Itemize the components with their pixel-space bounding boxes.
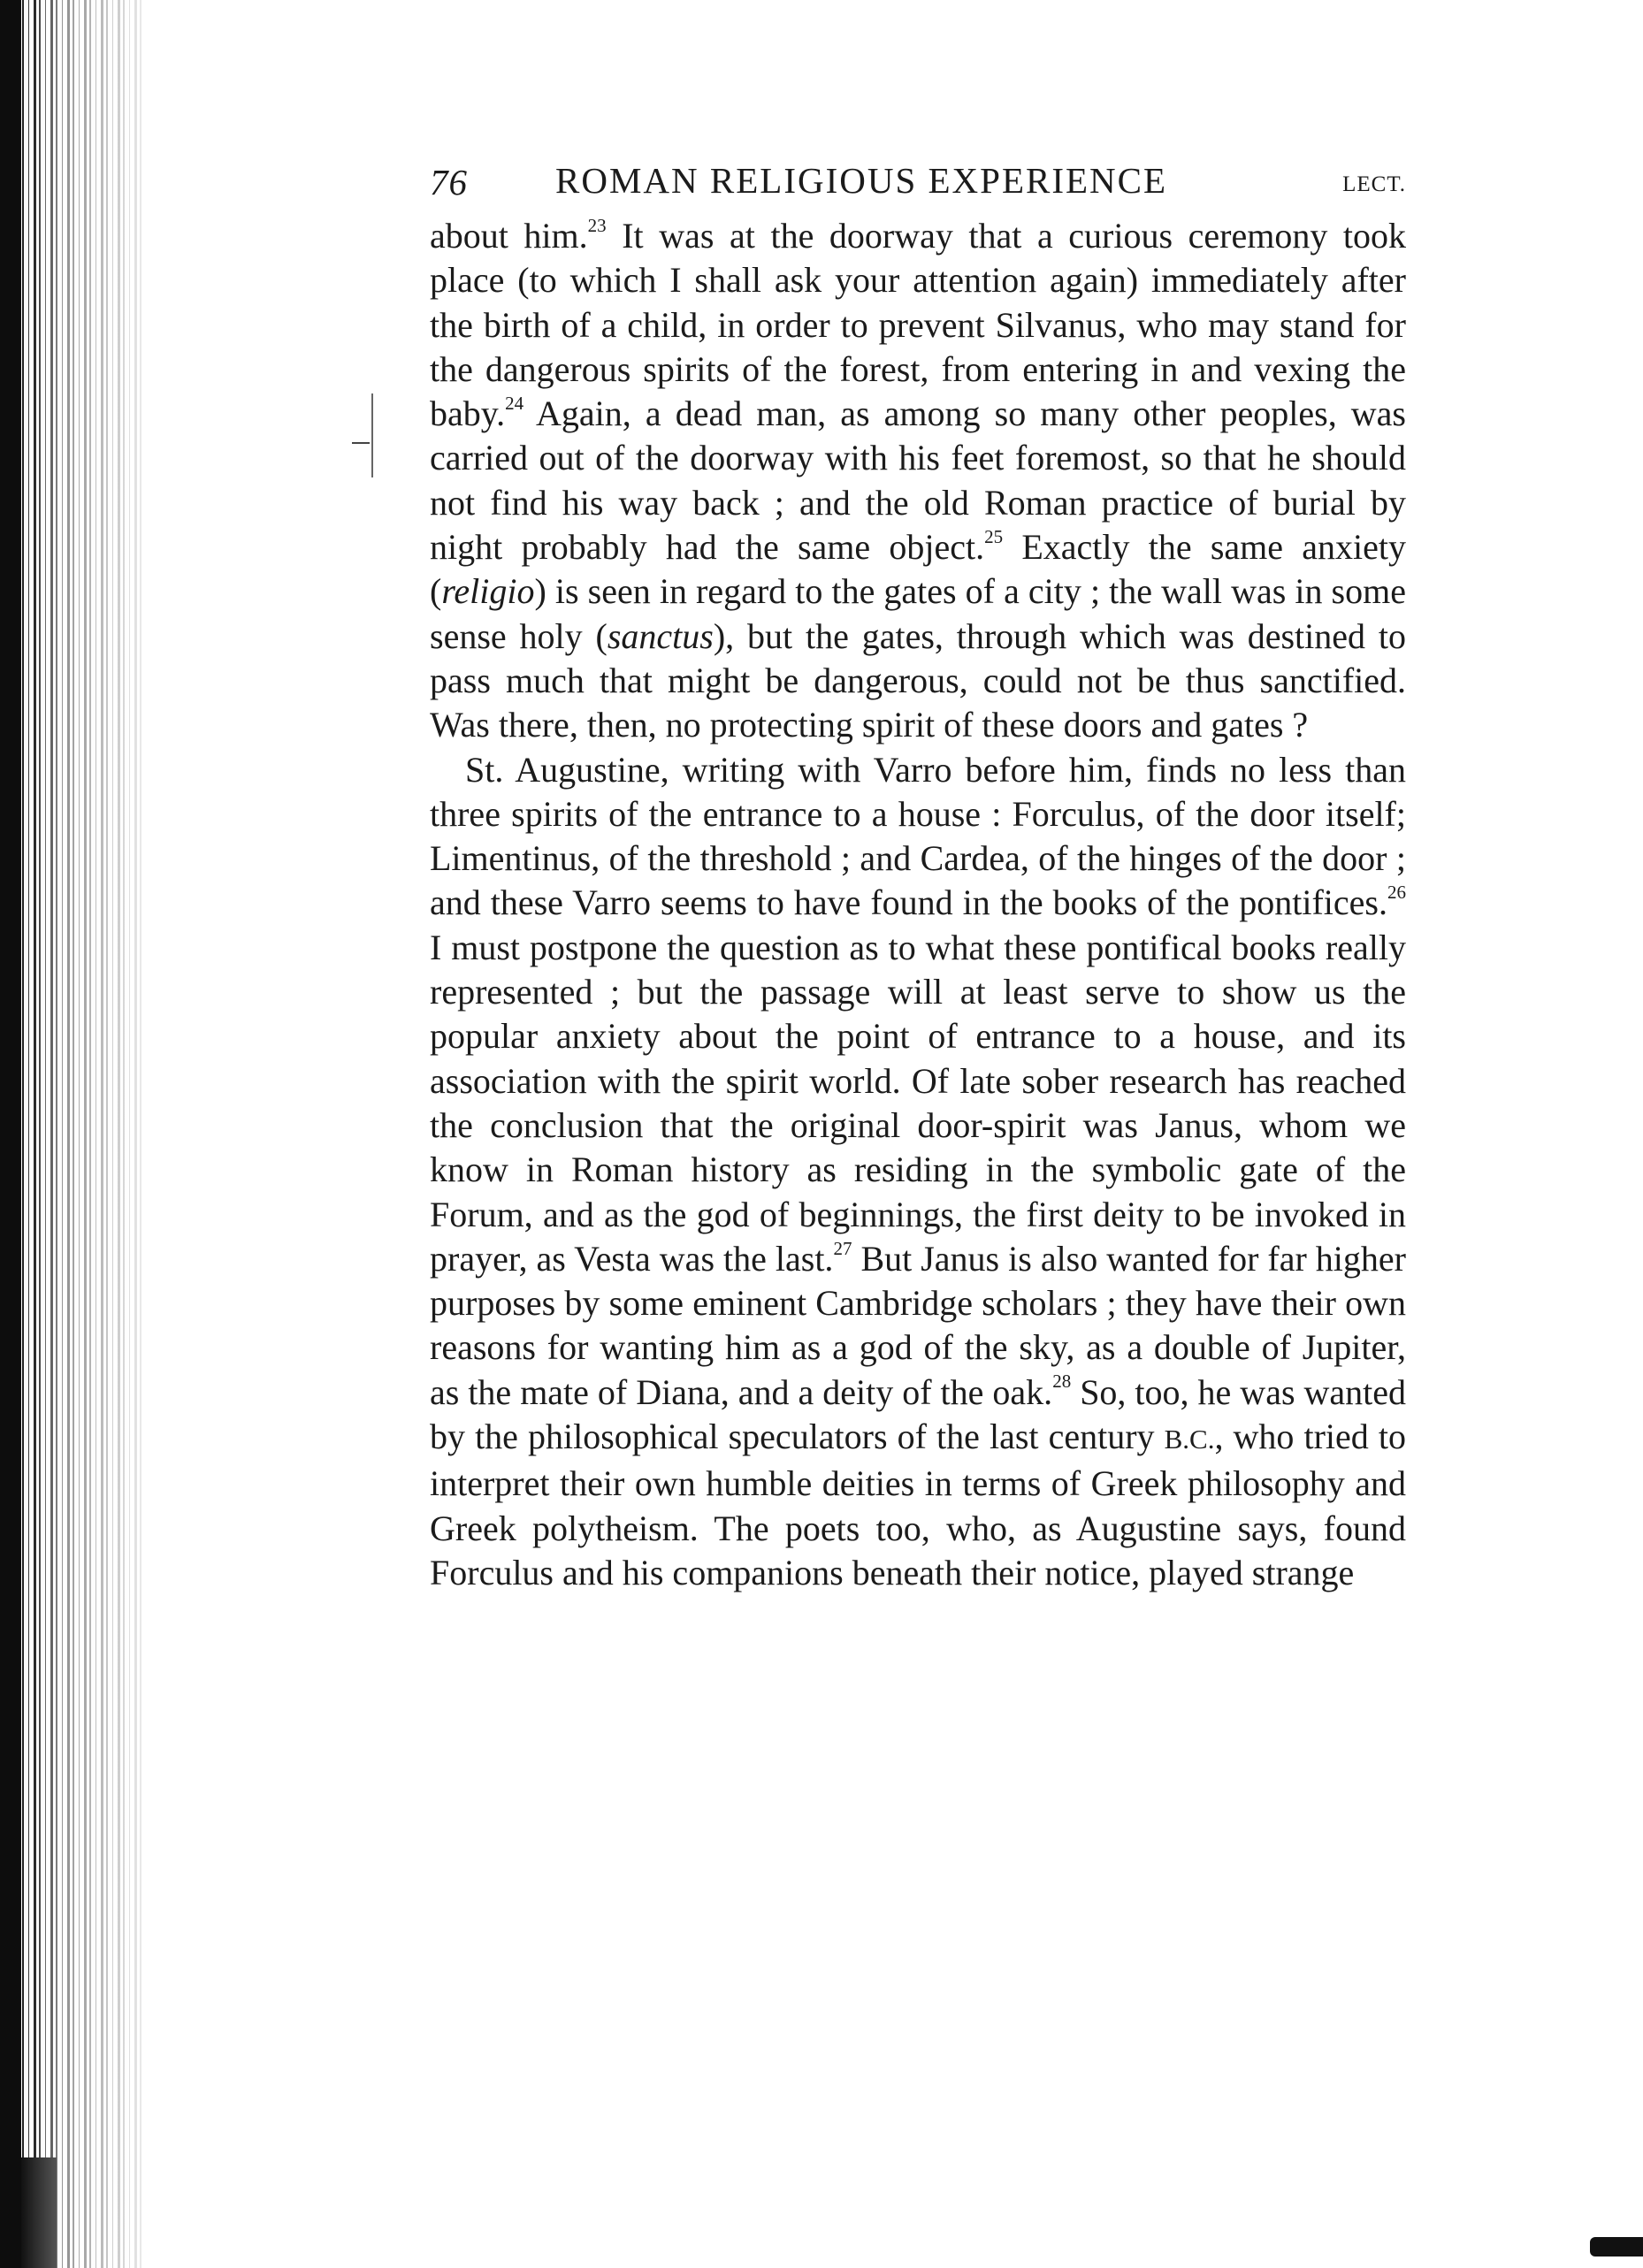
footnote-ref-28: 28 <box>1052 1371 1072 1393</box>
scan-corner-mark <box>1590 2237 1643 2257</box>
binding-gutter <box>0 0 21 2268</box>
small-caps-bc: B.C. <box>1164 1424 1215 1455</box>
italic-term-religio: religio <box>441 571 535 612</box>
binding-shadow <box>27 0 141 2268</box>
footnote-ref-23: 23 <box>587 214 607 236</box>
lecture-label: LECT. <box>1342 172 1406 196</box>
book-page <box>430 150 1406 1595</box>
text-span: St. Augustine, writing with Varro before him, finds no less than three spirits of the entrance to a house : Forculus, of the door itself; Limentinus, of the threshold ; and Cardea, of the hinges of the door ; and these Varro seems to have found in the books of the pontifices. <box>430 749 1406 923</box>
text-span: It was at the doorway that a curious ceremony took place (to which I shall ask your attention again) immediately after the birth of a child, in order to prevent Silvanus, who may stand for the dangerous spirits of the forest, from entering in and vexing the baby. <box>430 216 1407 434</box>
paragraph-1 <box>430 214 1406 748</box>
text-span: , who tried to interpret their own humble deities in terms of Greek philosophy and Greek polytheism. The poets too, who, as Augustine says, found Forculus and his companions beneath their notice, played strange <box>430 1417 1406 1592</box>
running-head <box>430 150 1406 214</box>
text-span: But Janus is also wanted for far higher purposes by some eminent Cambridge scholars ; they have their own reasons for wanting him as a god of the sky, as a double of Jupiter, as the mate of Diana, and a deity of the oak. <box>430 1238 1406 1412</box>
text-span: I must postpone the question as to what these pontifical books really represented ; but the passage will at least serve to show us the popular anxiety about the point of entrance to a house, and its association with the spirit world. Of late sober research has reached the conclusion that the original door-spirit was Janus, whom we know in Roman history as residing in the symbolic gate of the Forum, and as the god of beginnings, the first deity to be invoked in prayer, as Vesta was the last. <box>430 927 1406 1279</box>
footnote-ref-24: 24 <box>505 392 524 414</box>
margin-pencil-dash <box>352 442 370 444</box>
body-text <box>430 214 1406 1595</box>
text-span: about him. <box>430 216 588 256</box>
running-title: ROMAN RELIGIOUS EXPERIENCE <box>555 160 1168 201</box>
italic-term-sanctus: sanctus <box>607 615 714 656</box>
text-span: Exactly the same anxiety ( <box>430 527 1406 612</box>
footnote-ref-26: 26 <box>1387 882 1406 904</box>
paragraph-2 <box>430 748 1406 1596</box>
binding-foot-shadow <box>21 2157 57 2268</box>
text-span: ) is seen in regard to the gates of a city ; the wall was in some sense holy ( <box>430 571 1406 656</box>
page-number: 76 <box>430 162 468 202</box>
footnote-ref-25: 25 <box>984 525 1004 547</box>
footnote-ref-27: 27 <box>833 1237 852 1259</box>
text-span: Again, a dead man, as among so many other peoples, was carried out of the doorway with his feet foremost, so that he should not find his way back ; and the old Roman practice of burial by night probably had the same object. <box>430 393 1406 568</box>
text-span: ), but the gates, through which was destined to pass much that might be dangerous, could not be thus sanctified. Was there, then, no protecting spirit of these doors and gates ? <box>430 615 1407 745</box>
text-span: So, too, he was wanted by the philosophical speculators of the last century <box>430 1371 1407 1457</box>
margin-pencil-mark <box>371 393 376 477</box>
